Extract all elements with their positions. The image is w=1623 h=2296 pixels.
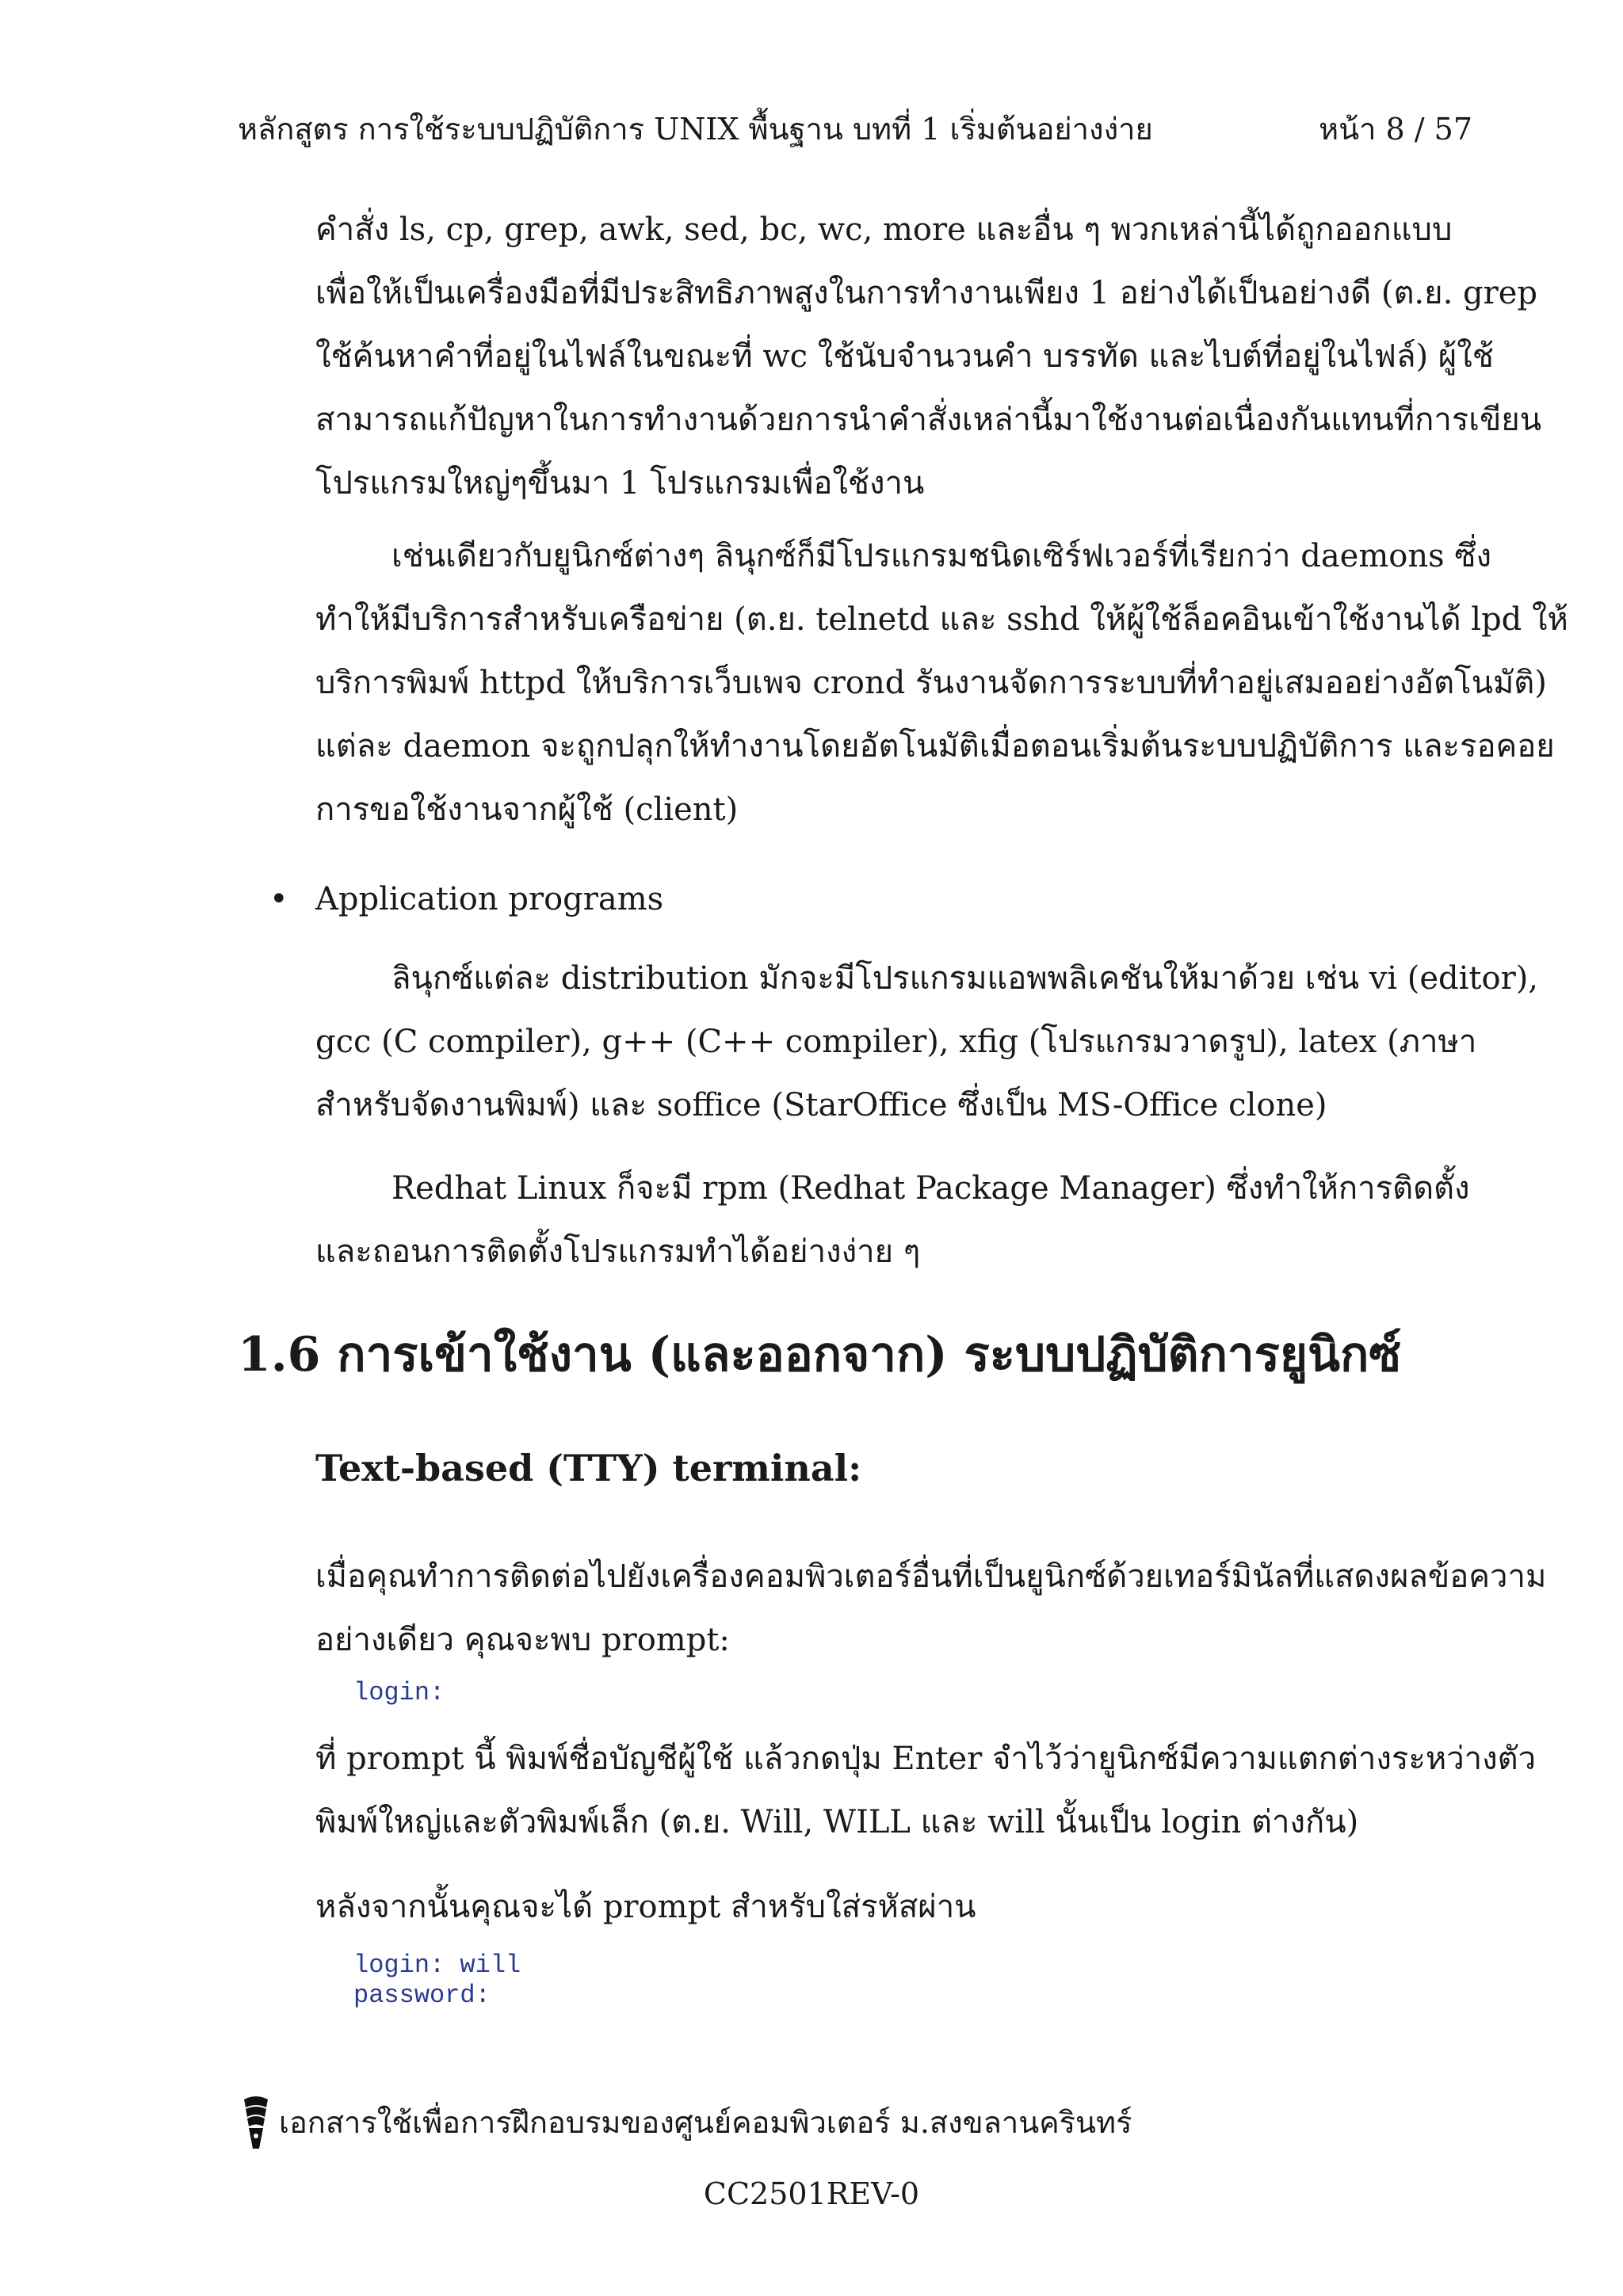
text-line: คำสั่ง ls, cp, grep, awk, sed, bc, wc, more และอื่น ๆ พวกเหล่านี้ได้ถูกออกแบบ bbox=[315, 212, 1453, 248]
bullet-label: Application programs bbox=[315, 881, 664, 917]
footer-text: เอกสารใช้เพื่อการฝึกอบรมของศูนย์คอมพิวเตอร์ ม.สงขลานครินทร์ bbox=[279, 2105, 1132, 2140]
header-page-number: หน้า 8 / 57 bbox=[1319, 112, 1472, 147]
text-line: ทำให้มีบริการสำหรับเครือข่าย (ต.ย. telnetd และ sshd ให้ผู้ใช้ล็อคอินเข้าใช้งานได้ lpd ให้ bbox=[315, 601, 1568, 638]
bullet-item-application-programs bbox=[315, 868, 1480, 931]
code-block-login-password bbox=[353, 1951, 521, 2011]
code-line: login: bbox=[353, 1678, 445, 1707]
text-line: ที่ prompt นี้ พิมพ์ชื่อบัญชีผู้ใช้ แล้วกดปุ่ม Enter จำไว้ว่ายูนิกซ์มีความแตกต่างระหว่างตัว bbox=[315, 1741, 1537, 1777]
page-header bbox=[238, 109, 1472, 149]
text-line: แต่ละ daemon จะถูกปลุกให้ทำงานโดยอัตโนมัติเมื่อตอนเริ่มต้นระบบปฏิบัติการ และรอคอย bbox=[315, 728, 1555, 765]
paragraph-unix-tools bbox=[315, 198, 1542, 515]
text-line: เพื่อให้เป็นเครื่องมือที่มีประสิทธิภาพสูงในการทำงานเพียง 1 อย่างได้เป็นอย่างดี (ต.ย. grep bbox=[315, 275, 1538, 311]
paragraph-daemons bbox=[315, 524, 1568, 841]
text-line: ใช้ค้นหาคำที่อยู่ในไฟล์ในขณะที่ wc ใช้นับจำนวนคำ บรรทัด และไบต์ที่อยู่ในไฟล์) ผู้ใช้ bbox=[315, 338, 1494, 375]
text-line: สามารถแก้ปัญหาในการทำงานด้วยการนำคำสั่งเหล่านี้มาใช้งานต่อเนื่องกันแทนที่การเขียน bbox=[315, 402, 1542, 438]
text-line: สำหรับจัดงานพิมพ์) และ soffice (StarOffice ซึ่งเป็น MS-Office clone) bbox=[315, 1087, 1327, 1123]
text-line: gcc (C compiler), g++ (C++ compiler), xfig (โปรแกรมวาดรูป), latex (ภาษา bbox=[315, 1024, 1477, 1060]
university-logo-icon bbox=[238, 2095, 274, 2150]
text-line: เมื่อคุณทำการติดต่อไปยังเครื่องคอมพิวเตอร์อื่นที่เป็นยูนิกซ์ด้วยเทอร์มินัลที่แสดงผลข้อความ bbox=[315, 1558, 1547, 1595]
page-footer bbox=[238, 2095, 1132, 2150]
text-line: อย่างเดียว คุณจะพบ prompt: bbox=[315, 1622, 730, 1658]
text-line: โปรแกรมใหญ่ๆขึ้นมา 1 โปรแกรมเพื่อใช้งาน bbox=[315, 465, 925, 502]
section-heading: 1.6 การเข้าใช้งาน (และออกจาก) ระบบปฏิบัติการยูนิกซ์ bbox=[238, 1327, 1402, 1383]
paragraph-tty-prompt bbox=[315, 1545, 1547, 1672]
text-line: เช่นเดียวกับยูนิกซ์ต่างๆ ลินุกซ์ก็มีโปรแกรมชนิดเซิร์ฟเวอร์ที่เรียกว่า daemons ซึ่ง bbox=[391, 538, 1492, 574]
bullet-icon: • bbox=[269, 881, 288, 917]
text-line: บริการพิมพ์ httpd ให้บริการเว็บเพจ crond รันงานจัดการระบบที่ทำอยู่เสมออย่างอัตโนมัติ) bbox=[315, 665, 1547, 701]
text-line: ลินุกซ์แต่ละ distribution มักจะมีโปรแกรมแอพพลิเคชันให้มาด้วย เช่น vi (editor), bbox=[391, 960, 1539, 997]
code-block-login bbox=[353, 1678, 445, 1708]
paragraph-rpm bbox=[315, 1157, 1480, 1283]
text-line: และถอนการติดตั้งโปรแกรมทำได้อย่างง่าย ๆ bbox=[315, 1234, 921, 1270]
text-line: การขอใช้งานจากผู้ใช้ (client) bbox=[315, 791, 739, 828]
paragraph-applications bbox=[315, 947, 1539, 1137]
subsection-heading: Text-based (TTY) terminal: bbox=[315, 1447, 862, 1489]
code-line: password: bbox=[353, 1981, 491, 2010]
code-line: login: will bbox=[353, 1951, 521, 1980]
text-line: Redhat Linux ก็จะมี rpm (Redhat Package Manager) ซึ่งทำให้การติดตั้ง bbox=[391, 1170, 1470, 1207]
header-title: หลักสูตร การใช้ระบบปฏิบัติการ UNIX พื้นฐาน บทที่ 1 เริ่มต้นอย่างง่าย bbox=[238, 112, 1153, 147]
document-code: CC2501REV-0 bbox=[703, 2176, 920, 2211]
paragraph-password-prompt bbox=[315, 1875, 1480, 1939]
text-line: พิมพ์ใหญ่และตัวพิมพ์เล็ก (ต.ย. Will, WILL และ will นั้นเป็น login ต่างกัน) bbox=[315, 1804, 1359, 1840]
paragraph-login-case bbox=[315, 1727, 1537, 1854]
text-line: หลังจากนั้นคุณจะได้ prompt สำหรับใส่รหัสผ่าน bbox=[315, 1889, 976, 1925]
